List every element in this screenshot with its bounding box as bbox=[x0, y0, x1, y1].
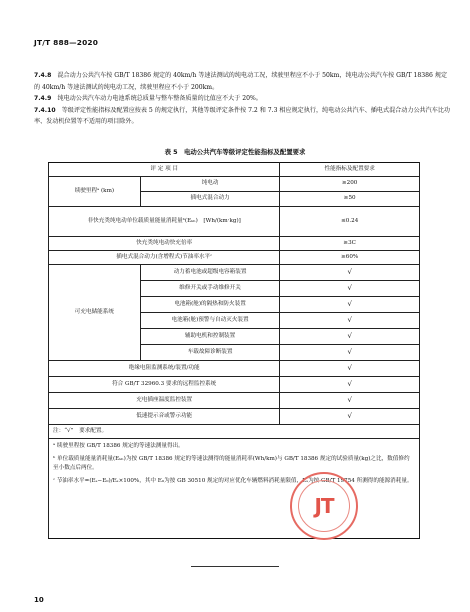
range-type: 插电式混合动力 bbox=[140, 192, 280, 207]
feature-item: 充电插座温度监控装置 bbox=[49, 393, 280, 409]
paragraph bbox=[34, 105, 450, 128]
table-row bbox=[49, 393, 420, 409]
safety-item: 动力蓄电池或超级电容箱装置 bbox=[140, 265, 280, 281]
check-mark: √ bbox=[280, 265, 420, 281]
safety-item: 车载故障诊断装置 bbox=[140, 345, 280, 361]
page-number: 10 bbox=[34, 596, 44, 604]
feature-item: 低速提示音或警示功能 bbox=[49, 409, 280, 425]
safety-label: 可充电储能系统 bbox=[49, 265, 141, 361]
jt-stamp bbox=[290, 472, 358, 540]
body-text bbox=[34, 70, 450, 128]
clause-number: 7.4.9 bbox=[34, 95, 52, 103]
safety-item: 电池箱(舱)的隔热和防火装置 bbox=[140, 297, 280, 313]
table-row bbox=[49, 409, 420, 425]
footnote: ᵇ 单位载质量能量消耗量(Eₖₕ)为按 GB/T 18386 规定的等速法测得的能量消耗率(Wh/km)与 GB/T 18386 规定的试验质量(kg)之比，数值修约至小数点后两位。 bbox=[53, 456, 410, 472]
header-item: 评 定 项 目 bbox=[49, 163, 280, 177]
range-label: 续驶里程ᵃ (km) bbox=[49, 177, 141, 207]
table-row bbox=[49, 177, 420, 192]
check-mark: √ bbox=[280, 281, 420, 297]
header-requirement: 性能指标及配置要求 bbox=[280, 163, 420, 177]
clause-number: 7.4.8 bbox=[34, 72, 52, 79]
stamp-inner-ring bbox=[298, 480, 350, 532]
feature-item: 符合 GB/T 32960.3 要求的远程监控系统 bbox=[49, 377, 280, 393]
consumption-label: 非快充类纯电动单位载质量能量消耗量ᵇ(Eₖₕ) [Wh/(km·kg)] bbox=[49, 207, 280, 237]
safety-item: 电池箱(舱)预警与自动灭火装置 bbox=[140, 313, 280, 329]
spec-table bbox=[48, 162, 420, 539]
check-mark: √ bbox=[280, 345, 420, 361]
table-note: 注：“√” 要求配置。 bbox=[49, 425, 420, 439]
table-row bbox=[49, 251, 420, 265]
footnotes-row bbox=[49, 439, 420, 539]
range-type: 纯电动 bbox=[140, 177, 280, 192]
note-row bbox=[49, 425, 420, 439]
table-row bbox=[49, 265, 420, 281]
safety-item: 辅助电机和控制装置 bbox=[140, 329, 280, 345]
table-header-row bbox=[49, 163, 420, 177]
footnote: ᶜ 节油率水平=(Eₛ−E₀)/Eₛ×100%，其中 E₀为按 GB 30510 规定的对应优化车辆燃料消耗量限值，Eₛ为按 GB/T 19754 所测得的能源消耗量。 bbox=[53, 478, 413, 485]
clause-text: 等级评定性能指标及配置应按表 5 的规定执行，其他等级评定条件按 7.2 和 7.3 相应规定执行，纯电动公共汽车、插电式混合动力公共汽车比功率、发动机位置等不适用的项目除外。 bbox=[34, 106, 451, 126]
clause-text: 纯电动公共汽车动力电池系统总质量与整车整备质量的比值应不大于 20%。 bbox=[57, 95, 262, 103]
table-title: 表 5 电动公共汽车等级评定性能指标及配置要求 bbox=[164, 148, 306, 156]
clause-text: 混合动力公共汽车按 GB/T 18386 规定的 40km/h 等速法测试的纯电动工况，续驶里程应不小于 50km，纯电动公共汽车按 GB/T 18386 规定的 40km/h 等速法测试的纯电动工况，续驶里程应不小于 200km。 bbox=[34, 72, 448, 91]
range-value: ≥50 bbox=[280, 192, 420, 207]
check-mark: √ bbox=[280, 329, 420, 345]
check-mark: √ bbox=[280, 409, 420, 425]
phev-ratio-label: 插电式混合动力(含增程式)节油率水平ᶜ bbox=[49, 251, 280, 265]
table-footnotes bbox=[49, 439, 420, 539]
stamp-text: JT bbox=[314, 494, 334, 518]
table-row bbox=[49, 377, 420, 393]
table-row bbox=[49, 361, 420, 377]
paragraph bbox=[34, 70, 450, 93]
check-mark: √ bbox=[280, 377, 420, 393]
safety-item: 维修开关或手动维修开关 bbox=[140, 281, 280, 297]
clause-number: 7.4.10 bbox=[34, 106, 56, 114]
feature-item: 绝缘电阻监测系统/装置/功能 bbox=[49, 361, 280, 377]
fast-charge-label: 快充类纯电动快充倍率 bbox=[49, 237, 280, 251]
footnote: ᵃ 续驶里程按 GB/T 18386 规定的等速法测量得出。 bbox=[53, 443, 184, 450]
check-mark: √ bbox=[280, 393, 420, 409]
consumption-value: ≤0.24 bbox=[280, 207, 420, 237]
end-rule bbox=[191, 566, 279, 567]
table-row bbox=[49, 207, 420, 237]
table-row bbox=[49, 237, 420, 251]
check-mark: √ bbox=[280, 297, 420, 313]
phev-ratio-value: ≥60% bbox=[280, 251, 420, 265]
check-mark: √ bbox=[280, 361, 420, 377]
range-value: ≥200 bbox=[280, 177, 420, 192]
check-mark: √ bbox=[280, 313, 420, 329]
standard-number: JT/T 888—2020 bbox=[34, 38, 99, 47]
fast-charge-value: ≥3C bbox=[280, 237, 420, 251]
paragraph bbox=[34, 93, 450, 105]
